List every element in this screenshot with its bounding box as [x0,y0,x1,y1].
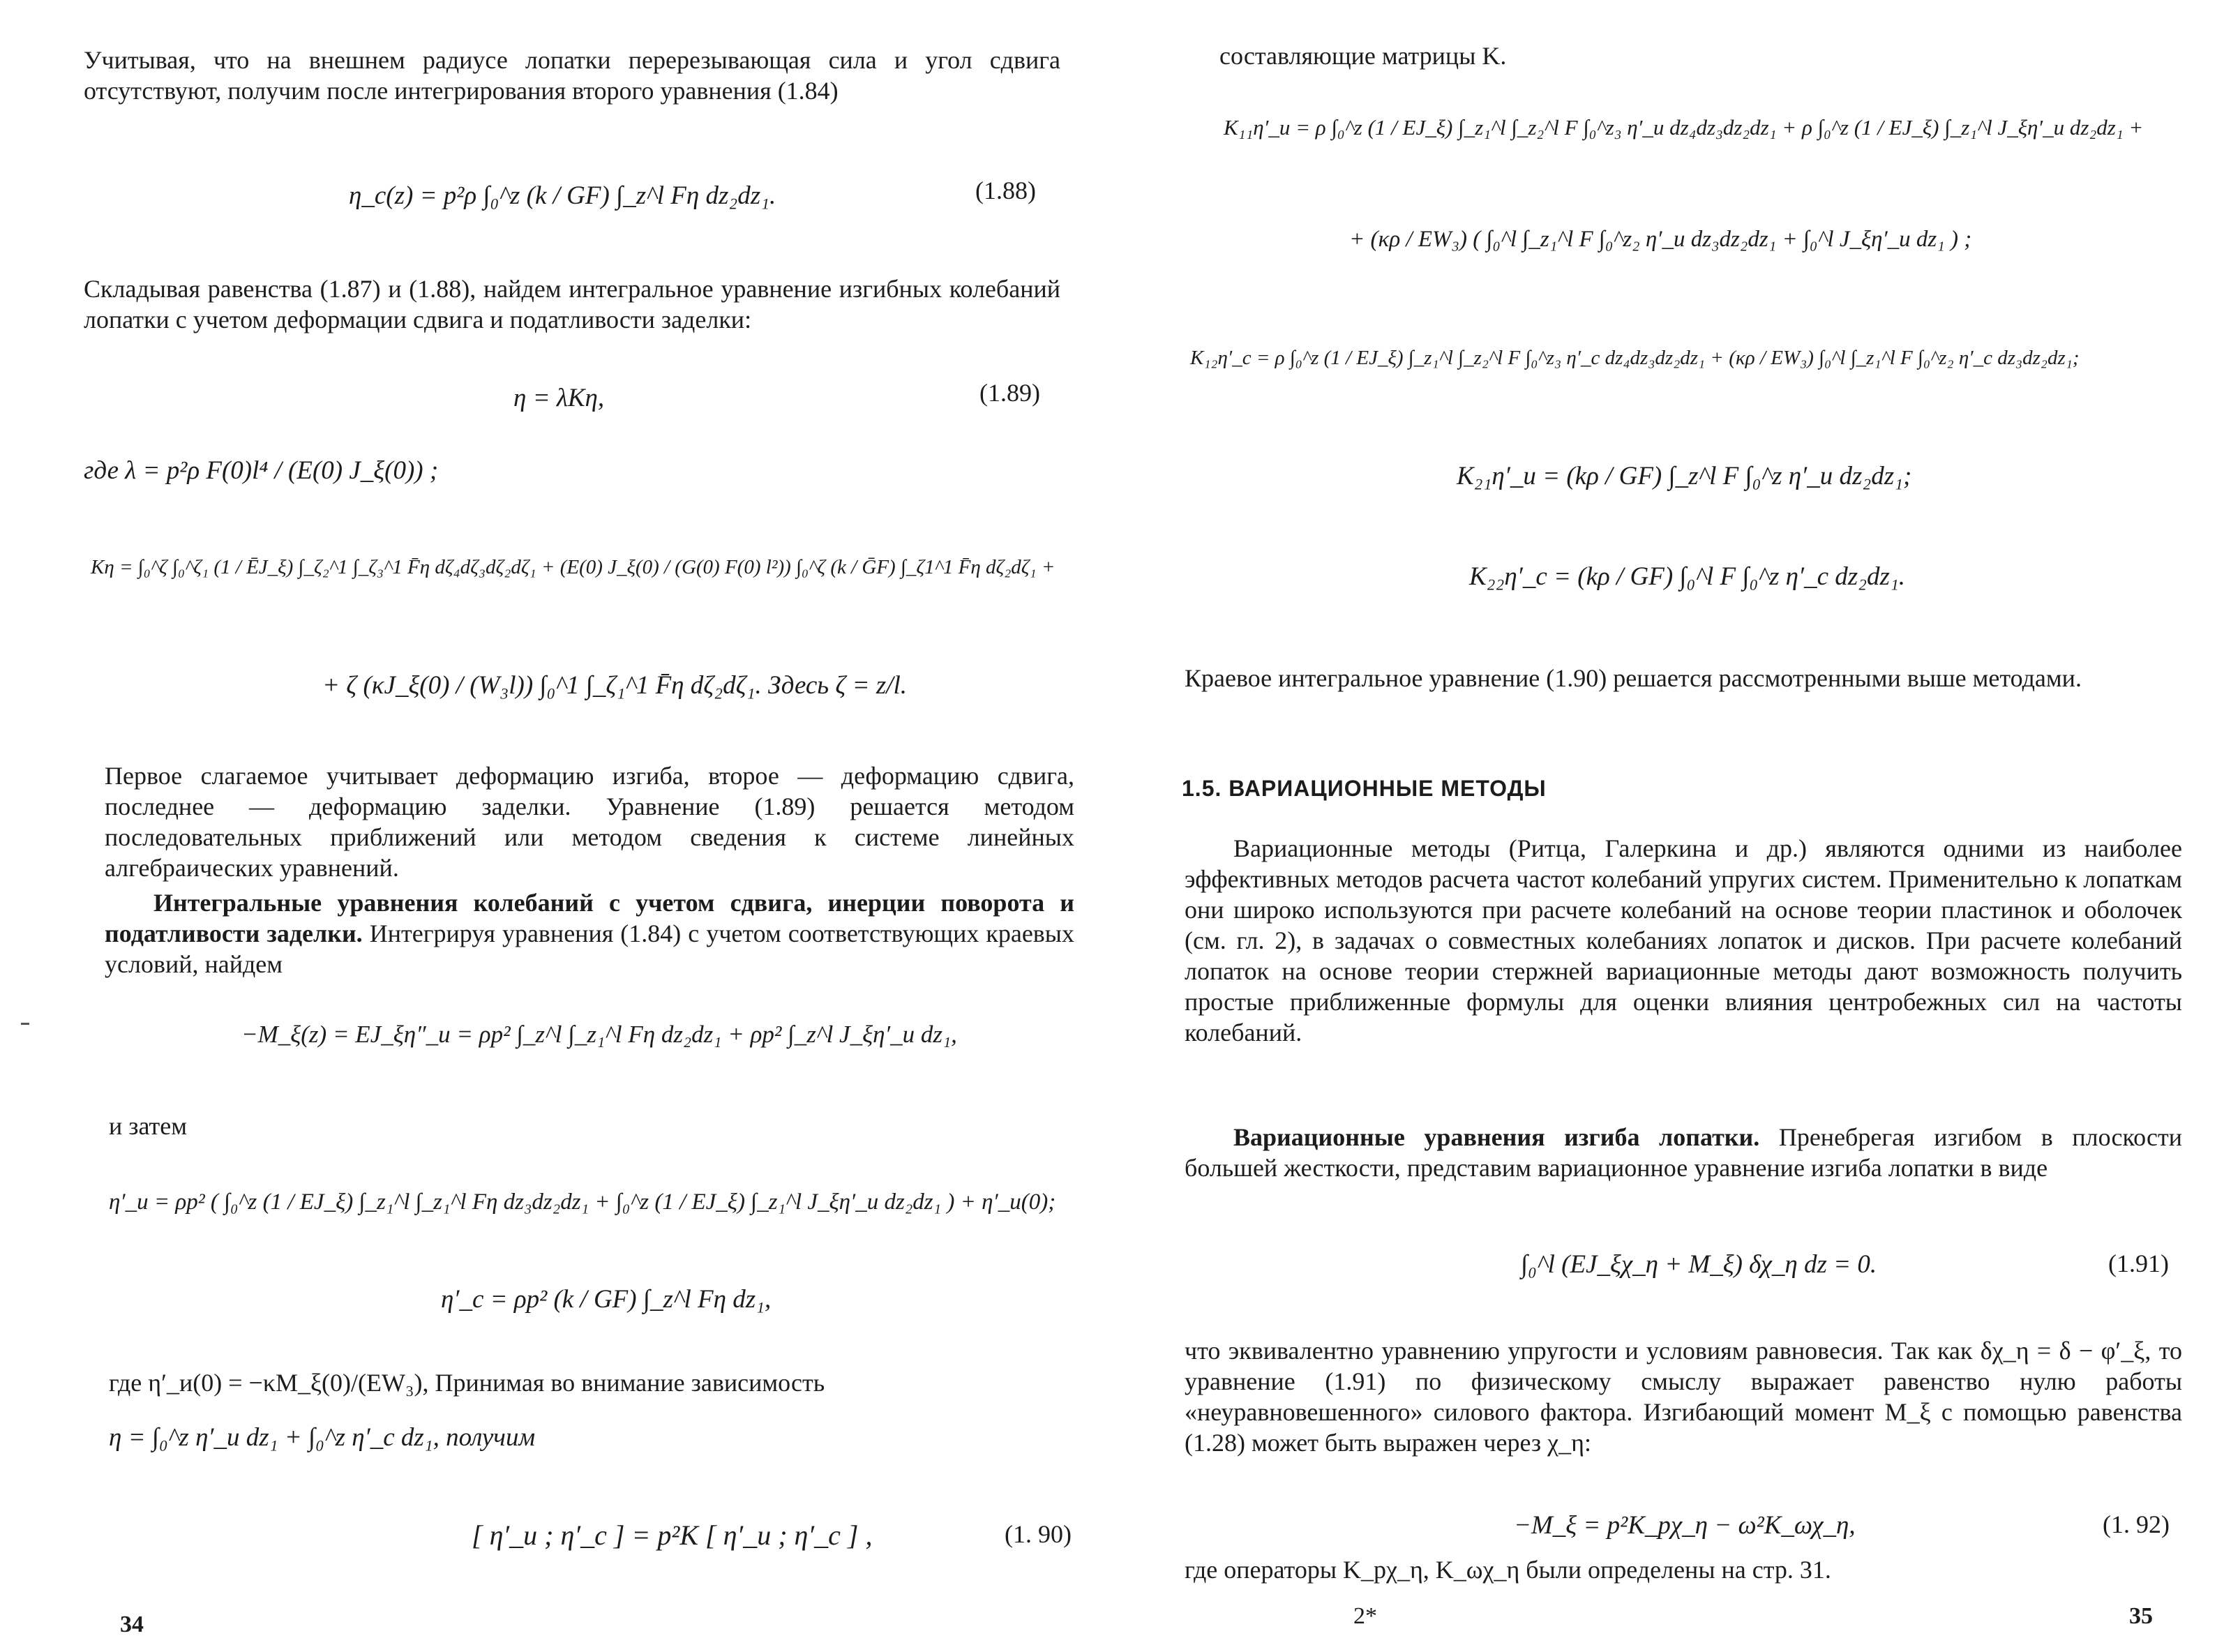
equation-number-1-91: (1.91) [2108,1249,2169,1277]
left-paragraph-2: Складывая равенства (1.87) и (1.88), найдем интегральное уравнение изгибных колебаний лопатки с учетом деформации сдвига и податливости заделки: [84,275,1060,333]
scan-mark [21,1023,29,1025]
subsection-title-variational: Вариационные уравнения изгиба лопатки. [1233,1123,1760,1151]
subsection-title-shear-inertia: Интегральные уравнения колебаний с учетом сдвига, инерции поворота и податливости заделки. [105,889,1074,947]
equation-eta-i: η′_и = ρp² ( ∫₀^z (1 / EJ_ξ) ∫_z₁^l ∫_z₁^l Fη dz₃dz₂dz₁ + ∫₀^z (1 / EJ_ξ) ∫_z₁^l J_ξη′_и dz₂dz₁ ) + η′_и(0); [109,1189,1056,1215]
right-paragraph-variational-1: Вариационные методы (Ритца, Галеркина и др.) являются одними из наиболее эффективных методов расчета частот колебаний упругих систем. Применительно к лопаткам они широко используются при расчете колебаний на основе теории пластинок и оболочек (см. гл. 2), в задачах о совместных колебаниях лопаток и дисков. При расчете колебаний лопаток на основе теории стержней вариационные методы дают возможность получить простые приближенные формулы для оценки влияния центробежных сил на частоты колебаний. [1185,834,2182,1046]
equation-1-89: η = λKη, [513,384,605,412]
right-paragraph-variational-2 [1185,1122,2182,1183]
left-paragraph-3: Первое слагаемое учитывает деформацию изгиба, второе — деформацию сдвига, последнее — деформацию заделки. Уравнение (1.89) решается методом последовательных приближений или методом сведения к системе линейных алгебраических уравнений. [105,762,1074,882]
equation-number-1-89: (1.89) [979,379,1040,407]
equation-eta-c: η′_c = ρp² (k / GF) ∫_z^l Fη dz₁, [441,1285,772,1314]
equation-number-1-90: (1. 90) [1005,1520,1072,1548]
section-heading: 1.5. ВАРИАЦИОННЫЕ МЕТОДЫ [1182,776,1547,801]
equation-1-92: −M_ξ = p²K_pχ_η − ω²K_ωχ_η, [1514,1511,1856,1540]
printer-signature: 2* [1353,1603,1377,1629]
equation-number-1-92: (1. 92) [2103,1510,2170,1538]
page-number-left: 34 [120,1612,144,1637]
equation-lambda-definition: где λ = p²ρ F(0)l⁴ / (E(0) J_ξ(0)) ; [84,456,439,485]
right-intro-text: составляющие матрицы K. [1219,42,1507,70]
equation-1-88: η_c(z) = p²ρ ∫₀^z (k / GF) ∫_z^l Fη dz₂dz₁. [349,181,776,210]
left-paragraph-4-text: Интегрируя уравнения (1.84) с учетом соответствующих краевых условий, найдем [105,919,1074,978]
equation-K-operator-line-1: Kη = ∫₀^ζ ∫₀^ζ₁ (1 / ĒJ_ξ) ∫_ζ₂^1 ∫_ζ₃^1 F̄η dζ₄dζ₃dζ₂dζ₁ + (E(0) J_ξ(0) / (G(0) F(0) l²)) ∫₀^ζ (k / ḠF) ∫_ζ1^1 F̄η dζ₂dζ₁ + [91,556,1055,578]
right-paragraph-variational-4: где операторы K_pχ_η, K_ωχ_η были определены на стр. 31. [1185,1556,1831,1584]
equation-K11-line-2: + (κρ / EW₃) ( ∫₀^l ∫_z₁^l F ∫₀^z₂ η′_и dz₃dz₂dz₁ + ∫₀^l J_ξη′_и dz₁ ) ; [1349,227,1972,252]
equation-1-90: [ η′_и ; η′_c ] = p²K [ η′_и ; η′_c ] , [472,1519,873,1551]
equation-eta-sum: η = ∫₀^z η′_и dz₁ + ∫₀^z η′_c dz₁, получим [109,1423,536,1452]
right-paragraph-boundary: Краевое интегральное уравнение (1.90) решается рассмотренными выше методами. [1185,664,2082,692]
left-paragraph-4 [105,887,1074,979]
where-eta-i-zero: где η′_и(0) = −κM_ξ(0)/(EW₃), Принимая во внимание зависимость [109,1369,825,1397]
right-page [1112,0,2224,1652]
left-paragraph-1: Учитывая, что на внешнем радиусе лопатки перерезывающая сила и угол сдвига отсутствуют, получим после интегрирования второго уравнения (1.84) [84,46,1060,105]
equation-K22: K₂₂η′_c = (kρ / GF) ∫₀^l F ∫₀^z η′_c dz₂dz₁. [1469,562,1906,591]
equation-K-operator-line-2: + ζ (κJ_ξ(0) / (W₃l)) ∫₀^1 ∫_ζ₁^1 F̄η dζ₂dζ₁. Здесь ζ = z/l. [322,671,908,700]
equation-K21: K₂₁η′_и = (kρ / GF) ∫_z^l F ∫₀^z η′_и dz₂dz₁; [1457,462,1912,490]
equation-1-91: ∫₀^l (EJ_ξχ_η + M_ξ) δχ_η dz = 0. [1521,1250,1877,1279]
equation-moment: −M_ξ(z) = EJ_ξη″_и = ρp² ∫_z^l ∫_z₁^l Fη dz₂dz₁ + ρp² ∫_z^l J_ξη′_и dz₁, [241,1021,957,1048]
equation-number-1-88: (1.88) [975,177,1036,204]
right-paragraph-variational-2-text: Пренебрегая изгибом в плоскости большей жесткости, представим вариационное уравнение изгиба лопатки в виде [1185,1123,2182,1182]
page-number-right: 35 [2129,1603,2153,1629]
right-paragraph-variational-3: что эквивалентно уравнению упругости и условиям равновесия. Так как δχ_η = δ − φ′_ξ, то уравнение (1.91) по физическому смыслу выражает равенство нулю работы «неуравновешенного» силового фактора. Изгибающий момент M_ξ с помощью равенства (1.28) может быть выражен через χ_η: [1185,1337,2182,1457]
equation-K12: K₁₂η′_c = ρ ∫₀^z (1 / EJ_ξ) ∫_z₁^l ∫_z₂^l F ∫₀^z₃ η′_c dz₄dz₃dz₂dz₁ + (κρ / EW₃) ∫₀^l ∫_z₁^l F ∫₀^z₂ η′_c dz₃dz₂dz₁; [1190,347,2080,369]
and-then-text: и затем [109,1112,188,1140]
equation-K11-line-1: K₁₁η′_и = ρ ∫₀^z (1 / EJ_ξ) ∫_z₁^l ∫_z₂^l F ∫₀^z₃ η′_и dz₄dz₃dz₂dz₁ + ρ ∫₀^z (1 / EJ_ξ) ∫_z₁^l J_ξη′_и dz₂dz₁ + [1224,115,2144,140]
right-intro [1219,40,1847,71]
